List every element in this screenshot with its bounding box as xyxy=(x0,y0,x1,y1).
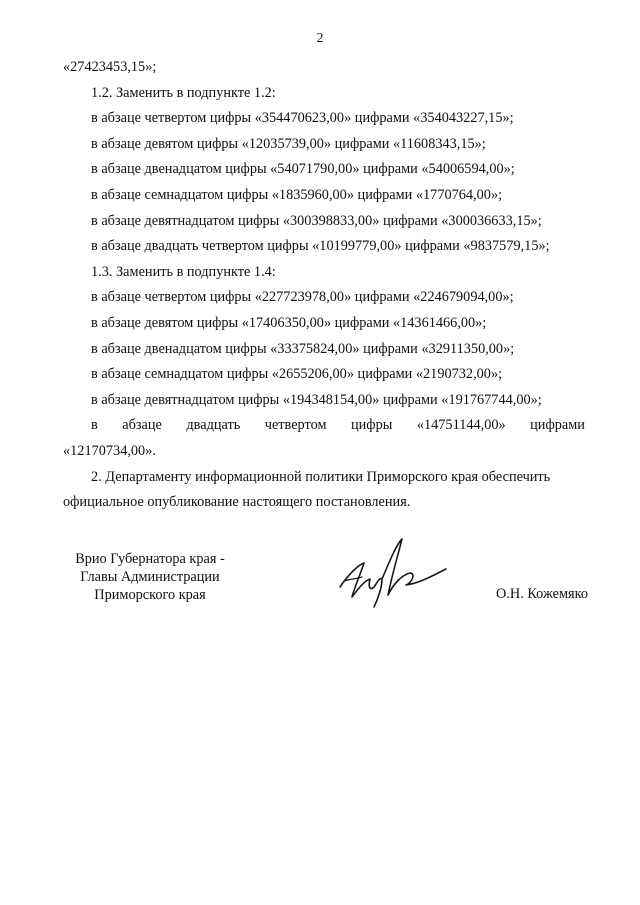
paragraph-line: в абзаце семнадцатом цифры «1835960,00» цифрами «1770764,00»; xyxy=(91,186,503,203)
paragraph-justified-line xyxy=(63,413,585,439)
paragraph-line: официальное опубликование настоящего постановления. xyxy=(63,494,411,511)
signatory-title-line: Главы Администрации xyxy=(80,569,220,585)
word: «14751144,00» xyxy=(416,417,506,434)
word: абзаце xyxy=(122,417,162,434)
word: четвертом xyxy=(264,417,327,434)
paragraph-line: 1.3. Заменить в подпункте 1.4: xyxy=(91,263,276,280)
handwritten-signature-image xyxy=(330,535,450,615)
paragraph-line: в абзаце девятом цифры «12035739,00» цифрами «11608343,15»; xyxy=(91,135,486,152)
signatory-title xyxy=(60,550,240,604)
word: цифрами xyxy=(530,417,585,434)
paragraph-line: 2. Департаменту информационной политики Приморского края обеспечить xyxy=(91,468,551,485)
paragraph-line: в абзаце семнадцатом цифры «2655206,00» цифрами «2190732,00»; xyxy=(91,366,503,383)
paragraph-line: 1.2. Заменить в подпункте 1.2: xyxy=(91,84,276,101)
paragraph-line: «27423453,15»; xyxy=(63,59,157,75)
signatory-title-line: Приморского края xyxy=(94,587,206,603)
paragraph-line: в абзаце двенадцатом цифры «54071790,00» цифрами «54006594,00»; xyxy=(91,161,515,178)
word: цифры xyxy=(351,417,393,434)
paragraph-line: в абзаце двенадцатом цифры «33375824,00» цифрами «32911350,00»; xyxy=(91,340,515,357)
paragraph-line: в абзаце девятнадцатом цифры «300398833,00» цифрами «300036633,15»; xyxy=(91,212,542,229)
paragraph-line: «12170734,00». xyxy=(63,442,156,459)
document-body xyxy=(63,55,585,516)
signatory-name: О.Н. Кожемяко xyxy=(495,586,588,602)
paragraph-line: в абзаце девятнадцатом цифры «194348154,00» цифрами «191767744,00»; xyxy=(91,391,542,408)
page-number: 2 xyxy=(316,31,324,46)
paragraph-line: в абзаце четвертом цифры «354470623,00» цифрами «354043227,15»; xyxy=(91,110,514,127)
paragraph-line: в абзаце девятом цифры «17406350,00» цифрами «14361466,00»; xyxy=(91,314,487,331)
signatory-title-line: Врио Губернатора края - xyxy=(75,551,225,567)
paragraph-line: в абзаце четвертом цифры «227723978,00» цифрами «224679094,00»; xyxy=(91,289,514,306)
signature-block xyxy=(40,550,600,620)
paragraph-line: в абзаце двадцать четвертом цифры «10199779,00» цифрами «9837579,15»; xyxy=(91,238,550,255)
word: двадцать xyxy=(186,417,241,434)
word: в xyxy=(91,417,98,434)
